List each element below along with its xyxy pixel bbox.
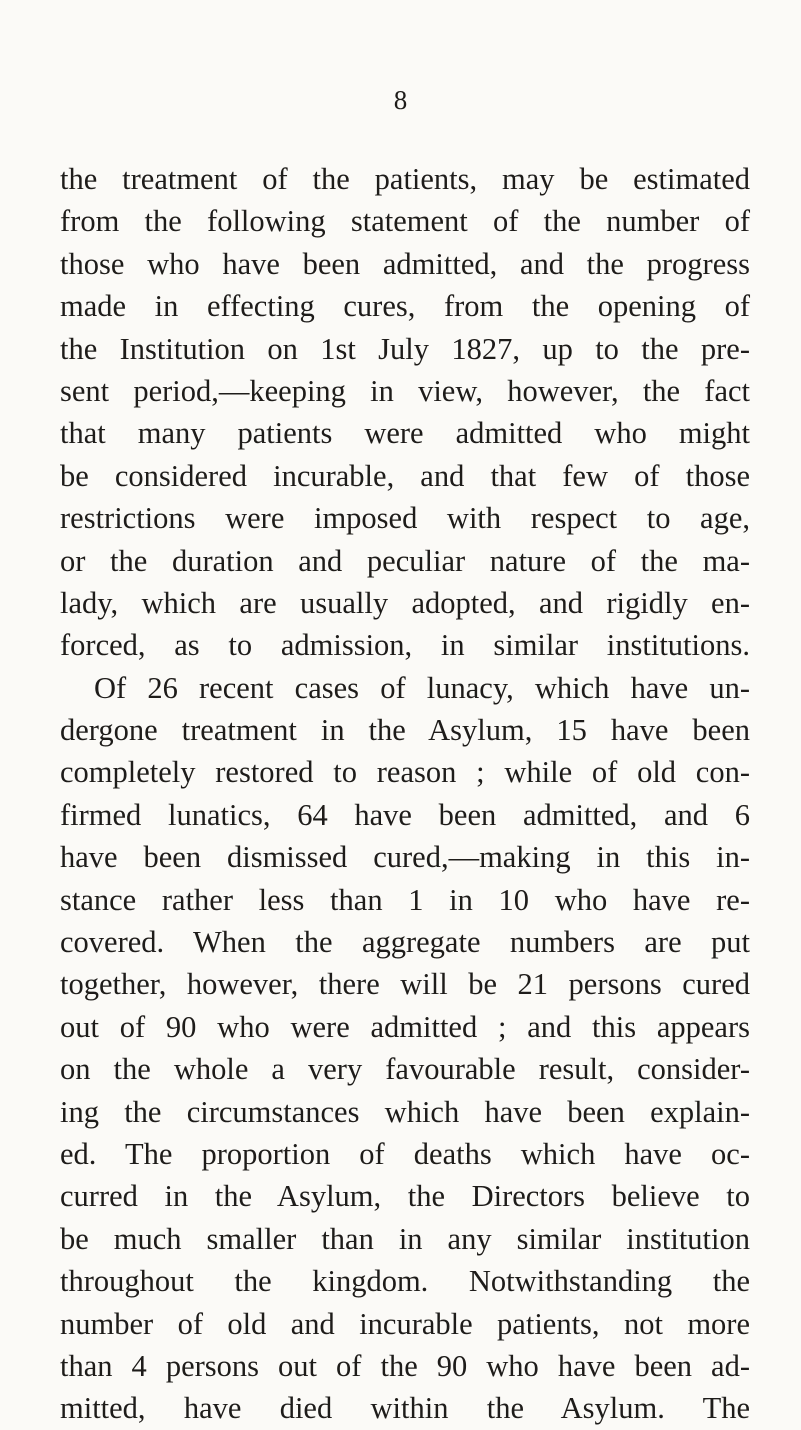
text-line: ing the circumstances which have been explain- [60, 1094, 750, 1129]
text-line: covered. When the aggregate numbers are put [60, 925, 750, 960]
text-line: be much smaller than in any similar institution [60, 1221, 750, 1256]
text-line: made in effecting cures, from the opening of [60, 289, 750, 324]
text-line: sent period,—keeping in view, however, the fact [60, 373, 750, 408]
text-line: ed. The proportion of deaths which have oc- [60, 1136, 750, 1171]
text-line: firmed lunatics, 64 have been admitted, and 6 [60, 797, 750, 832]
text-line: stance rather less than 1 in 10 who have re- [60, 882, 750, 917]
body-text [60, 158, 750, 1430]
text-line: out of 90 who were admitted ; and this appears [60, 1009, 750, 1044]
text-line: that many patients were admitted who might [60, 416, 750, 451]
text-line: forced, as to admission, in similar institutions. [60, 628, 750, 663]
text-line: lady, which are usually adopted, and rigidly en- [60, 585, 750, 620]
text-line: or the duration and peculiar nature of the ma- [60, 543, 750, 578]
page-number: 8 [393, 85, 408, 115]
text-line: mitted, have died within the Asylum. The [60, 1391, 750, 1426]
text-line: completely restored to reason ; while of old con- [60, 755, 750, 790]
text-line: those who have been admitted, and the progress [60, 246, 750, 281]
text-line: from the following statement of the number of [60, 204, 750, 239]
text-line: the Institution on 1st July 1827, up to the pre- [60, 331, 750, 366]
text-line: Of 26 recent cases of lunacy, which have un- [94, 670, 750, 705]
text-line: together, however, there will be 21 persons cured [60, 967, 750, 1002]
text-line: the treatment of the patients, may be estimated [60, 162, 750, 196]
text-line: curred in the Asylum, the Directors believe to [60, 1179, 750, 1214]
text-line: be considered incurable, and that few of those [60, 458, 750, 493]
text-line: have been dismissed cured,—making in this in- [60, 840, 750, 875]
text-line: dergone treatment in the Asylum, 15 have been [60, 713, 750, 748]
text-line: throughout the kingdom. Notwithstanding the [60, 1264, 750, 1299]
text-line: restrictions were imposed with respect to age, [60, 501, 750, 536]
text-line: on the whole a very favourable result, consider- [60, 1052, 750, 1087]
text-line: number of old and incurable patients, not more [60, 1306, 750, 1341]
text-line: than 4 persons out of the 90 who have been ad- [60, 1348, 750, 1383]
